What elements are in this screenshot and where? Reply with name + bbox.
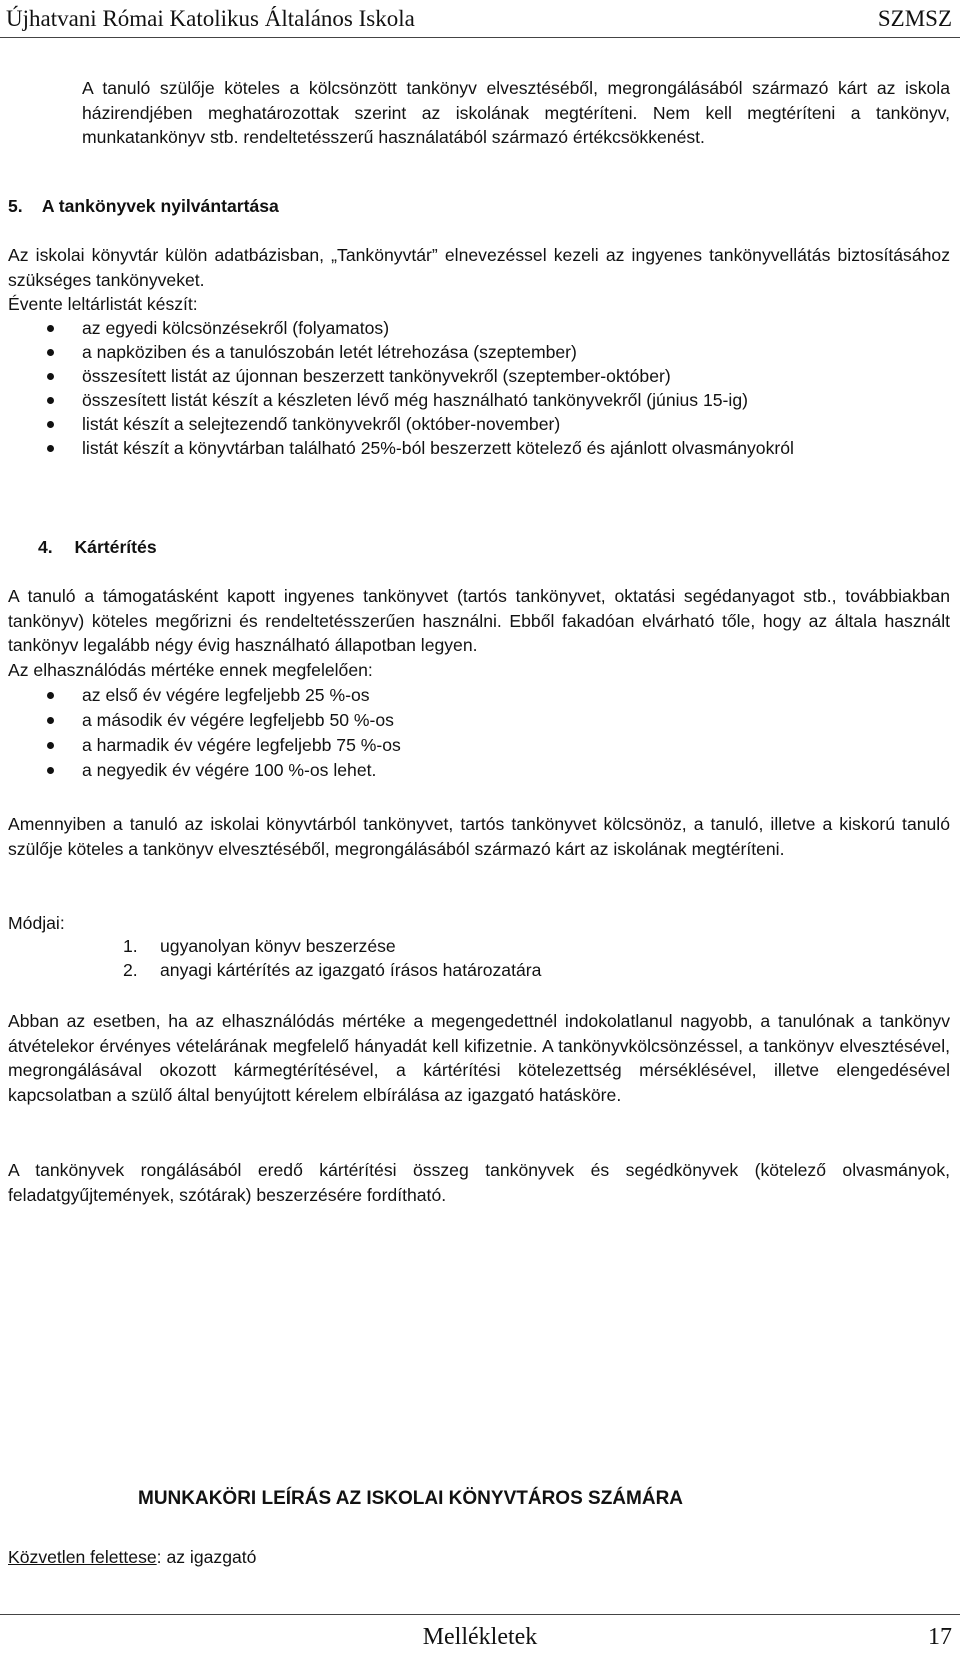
bullet-icon <box>47 421 54 428</box>
list-item: a negyedik év végére 100 %-os lehet. <box>0 758 960 782</box>
list-item: a napköziben és a tanulószobán letét létrehozása (szeptember) <box>0 340 960 364</box>
page-number: 17 <box>928 1624 952 1650</box>
list-item: listát készít a könyvtárban található 25%-ból beszerzett kötelező és ajánlott olvasmányokról <box>0 436 960 460</box>
list-item: listát készít a selejtezendő tankönyvekről (október-november) <box>0 412 960 436</box>
section-5-title: A tankönyvek nyilvántartása <box>41 196 279 216</box>
school-name: Újhatvani Római Katolikus Általános Iskola <box>6 6 415 31</box>
list-item: az egyedi kölcsönzésekről (folyamatos) <box>0 316 960 340</box>
section-5-number: 5. <box>8 196 23 216</box>
section-4-paragraph-2: Amennyiben a tanuló az iskolai könyvtárból tankönyvet, tartós tankönyvet kölcsönöz, a tanuló, illetve a kiskorú tanuló szülője köteles a tankönyv elvesztéséből, megrongálásából származó kárt az iskolának megtéríteni. <box>8 814 950 859</box>
method-text: ugyanolyan könyv beszerzése <box>160 936 396 956</box>
page-header <box>0 0 960 40</box>
section-5-heading <box>8 194 279 219</box>
method-number: 1. <box>123 936 138 956</box>
bullet-icon <box>47 717 54 724</box>
job-description-title: MUNKAKÖRI LEÍRÁS AZ ISKOLAI KÖNYVTÁROS SZÁMÁRA <box>138 1488 684 1509</box>
list-item: a második év végére legfeljebb 50 %-os <box>0 708 960 732</box>
section-4-paragraph: A tanuló a támogatásként kapott ingyenes tankönyvet (tartós tankönyvet, oktatási segédanyagot stb., továbbiakban tankönyv) köteles megőrizni és rendeltetésszerűen használni. Ebből fakadóan elvárható tőle, hogy az általa használt tankönyv legalább négy évig használható állapotban legyen. <box>8 586 950 655</box>
supervisor-label: Közvetlen felettese <box>8 1547 157 1567</box>
methods-label: Módjai: <box>8 913 65 933</box>
bullet-icon <box>47 692 54 699</box>
section-4-title: Kártérítés <box>74 537 157 557</box>
section-4-number: 4. <box>38 537 53 557</box>
section-4-paragraph-4: A tankönyvek rongálásából eredő kártérítési összeg tankönyvek és segédkönyvek (kötelező olvasmányok, feladatgyűjtemények, szótárak) beszerzésére fordítható. <box>8 1160 950 1205</box>
header-rule <box>0 37 960 38</box>
supervisor-value: : az igazgató <box>156 1547 257 1567</box>
bullet-icon <box>47 445 54 452</box>
supervisor-line <box>8 1545 256 1570</box>
bullet-icon <box>47 767 54 774</box>
bullet-icon <box>47 349 54 356</box>
bullet-icon <box>47 325 54 332</box>
list-item: összesített listát készít a készleten lévő még használható tankönyvekről (június 15-ig) <box>0 388 960 412</box>
footer-rule <box>0 1614 960 1615</box>
section-4-paragraph-3: Abban az esetben, ha az elhasználódás mértéke a megengedettnél indokolatlanul nagyobb, a tanulónak a tankönyv átvételekor érvényes vételárának megfelelő hányadát kell kifizetnie. A tankönyvkölcsönzéssel, a tankönyv elvesztésével, megrongálásával okozott kármegtérítésével, a kártérítési kötelezettség mérséklésével, illetve elengedésével kapcsolatban a szülő által benyújtott kérelem elbírálása az igazgató hatásköre. <box>8 1011 950 1105</box>
section-5-paragraph: Az iskolai könyvtár külön adatbázisban, „Tankönyvtár” elnevezéssel kezeli az ingyenes tankönyvellátás biztosításához szükséges tankönyveket. <box>8 245 950 290</box>
list-item: összesített listát az újonnan beszerzett tankönyvekről (szeptember-október) <box>0 364 960 388</box>
intro-paragraph: A tanuló szülője köteles a kölcsönzött tankönyv elvesztéséből, megrongálásából származó kárt az iskola házirendjében meghatározottak szerint az iskolának megtéríteni. Nem kell megtéríteni a tankönyv, munkatankönyv stb. rendeltetésszerű használatából származó értékcsökkenést. <box>82 78 950 147</box>
footer-title: Mellékletek <box>422 1624 538 1650</box>
method-text: anyagi kártérítés az igazgató írásos határozatára <box>160 960 542 980</box>
section-4-list-intro: Az elhasználódás mértéke ennek megfelelően: <box>8 660 373 680</box>
document-code: SZMSZ <box>877 6 952 31</box>
section-4-heading <box>38 535 157 560</box>
bullet-icon <box>47 742 54 749</box>
list-item: az első év végére legfeljebb 25 %-os <box>0 683 960 707</box>
method-number: 2. <box>123 960 138 980</box>
bullet-icon <box>47 397 54 404</box>
bullet-icon <box>47 373 54 380</box>
list-item: a harmadik év végére legfeljebb 75 %-os <box>0 733 960 757</box>
section-5-list-intro: Évente leltárlistát készít: <box>8 294 198 314</box>
